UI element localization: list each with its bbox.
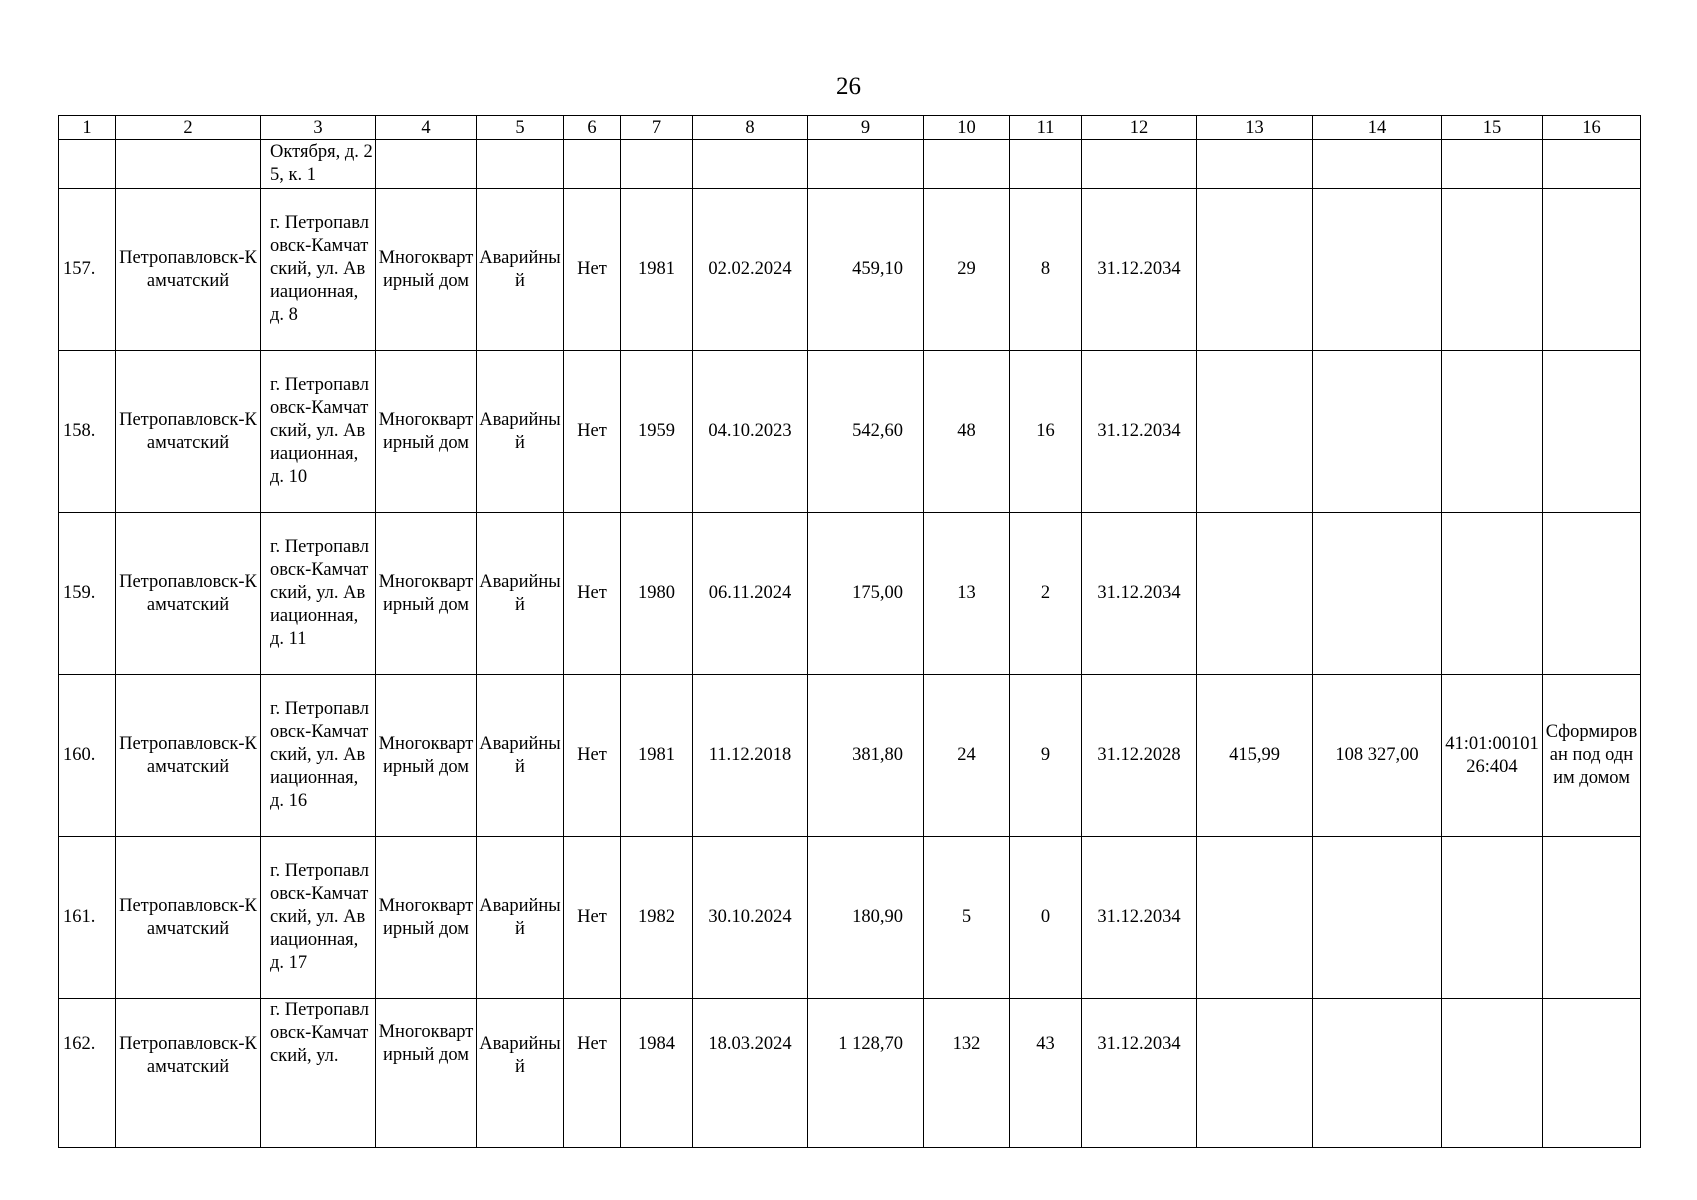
cell-year: 1981 [621, 189, 693, 351]
cell-empty [116, 140, 261, 189]
cell-status: Аварийный [477, 837, 564, 999]
cell-area: 381,80 [808, 675, 924, 837]
cell-building-type: Многоквартирный дом [376, 837, 477, 999]
cell-status: Аварийный [477, 513, 564, 675]
cell-empty [59, 140, 116, 189]
cell-flag: Нет [564, 999, 621, 1148]
cell-date: 30.10.2024 [693, 837, 808, 999]
cell-municipality: Петропавловск-Камчатский [116, 999, 261, 1148]
cell-municipality: Петропавловск-Камчатский [116, 189, 261, 351]
cell-col15 [1442, 513, 1543, 675]
column-number-row [59, 116, 1641, 140]
cell-address: г. Петропавловск-Камчатский, ул. [261, 999, 376, 1148]
cell-year: 1980 [621, 513, 693, 675]
cell-year: 1959 [621, 351, 693, 513]
cell-col11: 2 [1010, 513, 1082, 675]
cell-empty [1313, 999, 1442, 1148]
cell-col11: 43 [1010, 999, 1082, 1148]
cell-empty [1543, 140, 1641, 189]
cell-address: г. Петропавловск-Камчатский, ул. Авиационная, д. 8 [261, 189, 376, 351]
cell-flag: Нет [564, 513, 621, 675]
cell-date: 02.02.2024 [693, 189, 808, 351]
cell-col10: 5 [924, 837, 1010, 999]
cell-col16 [1543, 837, 1641, 999]
cell-empty [1010, 140, 1082, 189]
cell-flag: Нет [564, 189, 621, 351]
cell-empty [1442, 140, 1543, 189]
column-number: 10 [924, 116, 1010, 140]
cell-col14 [1313, 837, 1442, 999]
cell-col15 [1442, 837, 1543, 999]
cell-date: 04.10.2023 [693, 351, 808, 513]
cell-deadline: 31.12.2034 [1082, 513, 1197, 675]
cell-col10: 48 [924, 351, 1010, 513]
cell-area: 175,00 [808, 513, 924, 675]
cell-col14 [1313, 351, 1442, 513]
column-number: 2 [116, 116, 261, 140]
cell-col10: 13 [924, 513, 1010, 675]
cell-col13 [1197, 837, 1313, 999]
table-row [59, 675, 1641, 837]
column-number: 13 [1197, 116, 1313, 140]
table-row [59, 513, 1641, 675]
cell-col13 [1197, 189, 1313, 351]
column-number: 5 [477, 116, 564, 140]
column-number: 7 [621, 116, 693, 140]
table-row-truncated [59, 999, 1641, 1148]
cell-municipality: Петропавловск-Камчатский [116, 675, 261, 837]
cell-col16 [1543, 513, 1641, 675]
cell-col15: 41:01:0010126:404 [1442, 675, 1543, 837]
cell-municipality: Петропавловск-Камчатский [116, 837, 261, 999]
cell-col10: 24 [924, 675, 1010, 837]
cell-year: 1981 [621, 675, 693, 837]
cell-col15 [1442, 351, 1543, 513]
cell-col11: 16 [1010, 351, 1082, 513]
cell-status: Аварийный [477, 999, 564, 1148]
table-row [59, 351, 1641, 513]
cell-status: Аварийный [477, 675, 564, 837]
table-row [59, 837, 1641, 999]
cell-deadline: 31.12.2034 [1082, 837, 1197, 999]
cell-deadline: 31.12.2034 [1082, 351, 1197, 513]
cell-empty [1442, 999, 1543, 1148]
cell-municipality: Петропавловск-Камчатский [116, 351, 261, 513]
column-number: 14 [1313, 116, 1442, 140]
cell-building-type: Многоквартирный дом [376, 999, 477, 1148]
cell-date: 18.03.2024 [693, 999, 808, 1148]
column-number: 16 [1543, 116, 1641, 140]
cell-address: г. Петропавловск-Камчатский, ул. Авиационная, д. 11 [261, 513, 376, 675]
cell-col13 [1197, 351, 1313, 513]
cell-index: 160. [59, 675, 116, 837]
cell-col14: 108 327,00 [1313, 675, 1442, 837]
cell-area: 542,60 [808, 351, 924, 513]
cell-flag: Нет [564, 675, 621, 837]
cell-flag: Нет [564, 837, 621, 999]
cell-index: 162. [59, 999, 116, 1148]
cell-area: 180,90 [808, 837, 924, 999]
cell-deadline: 31.12.2034 [1082, 189, 1197, 351]
cell-address: г. Петропавловск-Камчатский, ул. Авиационная, д. 10 [261, 351, 376, 513]
emergency-housing-table [58, 115, 1641, 1148]
cell-deadline: 31.12.2028 [1082, 675, 1197, 837]
cell-empty [1313, 140, 1442, 189]
cell-address: Октября, д. 25, к. 1 [261, 140, 376, 189]
cell-col16 [1543, 351, 1641, 513]
cell-col16: Сформирован под одним домом [1543, 675, 1641, 837]
cell-deadline: 31.12.2034 [1082, 999, 1197, 1148]
column-number: 11 [1010, 116, 1082, 140]
cell-empty [477, 140, 564, 189]
cell-empty [376, 140, 477, 189]
cell-col14 [1313, 189, 1442, 351]
cell-year: 1984 [621, 999, 693, 1148]
cell-address: г. Петропавловск-Камчатский, ул. Авиационная, д. 16 [261, 675, 376, 837]
cell-col14 [1313, 513, 1442, 675]
cell-index: 159. [59, 513, 116, 675]
cell-empty [621, 140, 693, 189]
cell-index: 157. [59, 189, 116, 351]
cell-empty [564, 140, 621, 189]
cell-flag: Нет [564, 351, 621, 513]
cell-col11: 9 [1010, 675, 1082, 837]
table-row-continuation [59, 140, 1641, 189]
table-row [59, 189, 1641, 351]
column-number: 9 [808, 116, 924, 140]
cell-col10: 29 [924, 189, 1010, 351]
cell-municipality: Петропавловск-Камчатский [116, 513, 261, 675]
cell-empty [1197, 140, 1313, 189]
cell-index: 161. [59, 837, 116, 999]
cell-col13 [1197, 513, 1313, 675]
cell-col15 [1442, 189, 1543, 351]
cell-status: Аварийный [477, 351, 564, 513]
cell-year: 1982 [621, 837, 693, 999]
cell-empty [1197, 999, 1313, 1148]
cell-area: 459,10 [808, 189, 924, 351]
column-number: 12 [1082, 116, 1197, 140]
cell-date: 06.11.2024 [693, 513, 808, 675]
cell-col11: 0 [1010, 837, 1082, 999]
cell-empty [1082, 140, 1197, 189]
cell-building-type: Многоквартирный дом [376, 351, 477, 513]
page-number: 26 [836, 73, 861, 100]
cell-empty [924, 140, 1010, 189]
column-number: 15 [1442, 116, 1543, 140]
cell-empty [693, 140, 808, 189]
cell-col13: 415,99 [1197, 675, 1313, 837]
cell-index: 158. [59, 351, 116, 513]
cell-col16 [1543, 189, 1641, 351]
cell-empty [1543, 999, 1641, 1148]
cell-col11: 8 [1010, 189, 1082, 351]
cell-building-type: Многоквартирный дом [376, 189, 477, 351]
cell-date: 11.12.2018 [693, 675, 808, 837]
cell-col10: 132 [924, 999, 1010, 1148]
cell-address: г. Петропавловск-Камчатский, ул. Авиационная, д. 17 [261, 837, 376, 999]
column-number: 3 [261, 116, 376, 140]
cell-empty [808, 140, 924, 189]
cell-area: 1 128,70 [808, 999, 924, 1148]
column-number: 4 [376, 116, 477, 140]
cell-building-type: Многоквартирный дом [376, 513, 477, 675]
cell-building-type: Многоквартирный дом [376, 675, 477, 837]
column-number: 6 [564, 116, 621, 140]
column-number: 1 [59, 116, 116, 140]
cell-status: Аварийный [477, 189, 564, 351]
column-number: 8 [693, 116, 808, 140]
